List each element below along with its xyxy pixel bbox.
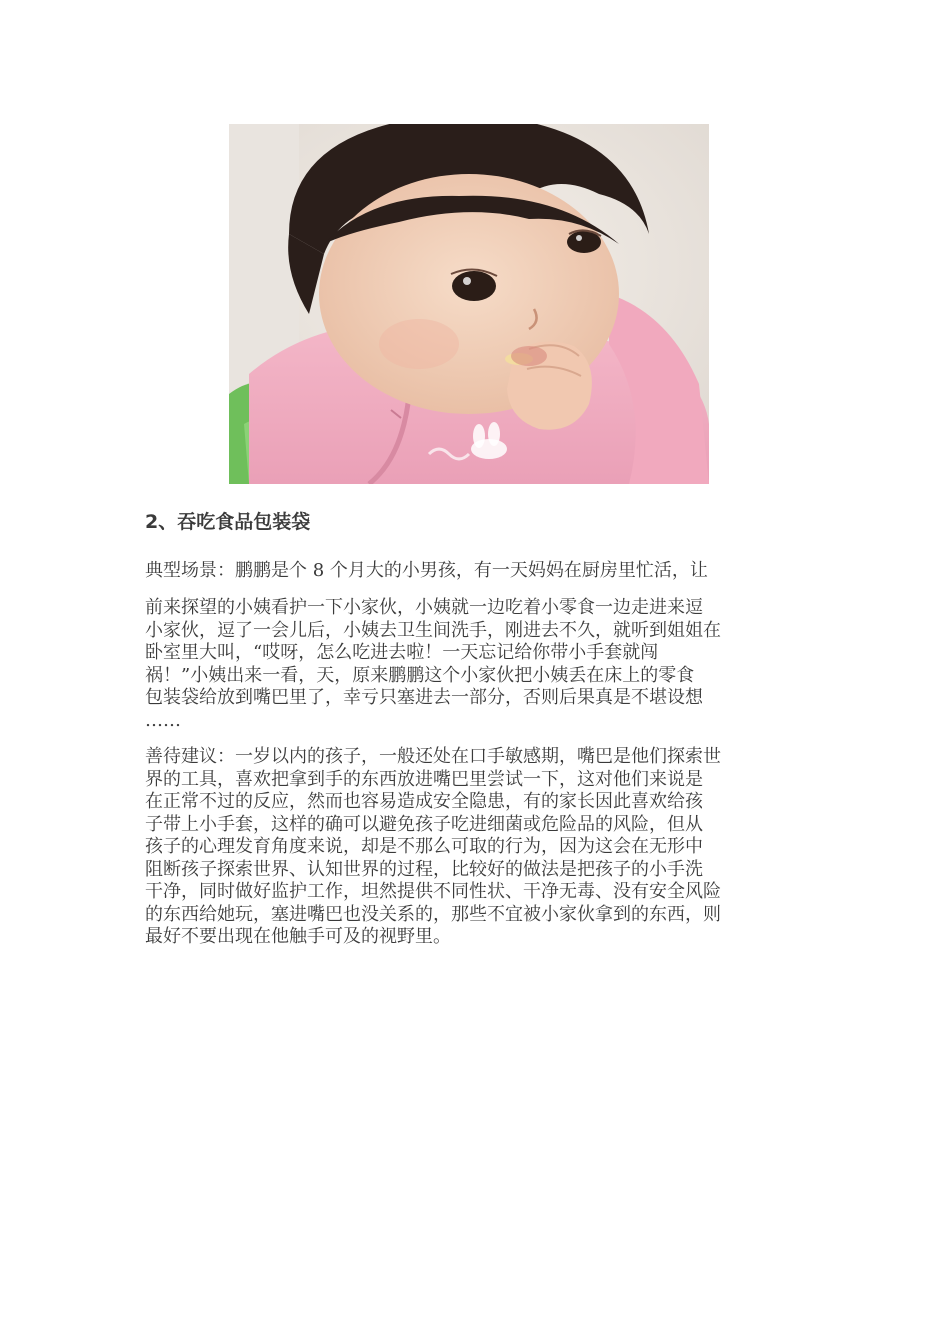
advice-line: 子带上小手套，这样的确可以避免孩子吃进细菌或危险品的风险，但从 xyxy=(145,813,703,835)
scene-line: 祸！”小姨出来一看，天，原来鹏鹏这个小家伙把小姨丢在床上的零食 xyxy=(145,664,695,686)
advice-line: 阻断孩子探索世界、认知世界的过程，比较好的做法是把孩子的小手洗 xyxy=(145,858,703,880)
scene-paragraph xyxy=(145,597,807,732)
advice-line: 最好不要出现在他触手可及的视野里。 xyxy=(145,926,451,947)
baby-photo-illustration xyxy=(229,124,709,484)
advice-line: 界的工具，喜欢把拿到手的东西放进嘴巴里尝试一下，这对他们来说是 xyxy=(145,768,703,790)
scene-line: 卧室里大叫，“哎呀，怎么吃进去啦！一天忘记给你带小手套就闯 xyxy=(145,642,659,663)
scene-line: 包装袋给放到嘴巴里了，幸亏只塞进去一部分，否则后果真是不堪设想 xyxy=(145,687,703,708)
advice-line: 的东西给她玩，塞进嘴巴也没关系的，那些不宜被小家伙拿到的东西，则 xyxy=(145,903,721,925)
advice-line: 孩子的心理发育角度来说，却是不那么可取的行为，因为这会在无形中 xyxy=(145,836,703,857)
baby-photo xyxy=(229,124,709,484)
advice-line: 善待建议：一岁以内的孩子，一般还处在口手敏感期，嘴巴是他们探索世 xyxy=(145,746,721,767)
scene-line: 前来探望的小姨看护一下小家伙，小姨就一边吃着小零食一边走进来逗 xyxy=(145,597,703,618)
advice-line: 在正常不过的反应，然而也容易造成安全隐患，有的家长因此喜欢给孩 xyxy=(145,791,703,812)
scene-line: …… xyxy=(145,709,181,731)
advice-paragraph xyxy=(145,746,807,949)
scene-line: 小家伙，逗了一会儿后，小姨去卫生间洗手，刚进去不久，就听到姐姐在 xyxy=(145,619,721,641)
section-heading: 2、吞吃食品包装袋 xyxy=(145,511,311,533)
advice-line: 干净，同时做好监护工作，坦然提供不同性状、干净无毒、没有安全风险 xyxy=(145,881,721,902)
scene-first-line: 典型场景：鹏鹏是个 8 个月大的小男孩，有一天妈妈在厨房里忙活，让 xyxy=(145,560,708,581)
